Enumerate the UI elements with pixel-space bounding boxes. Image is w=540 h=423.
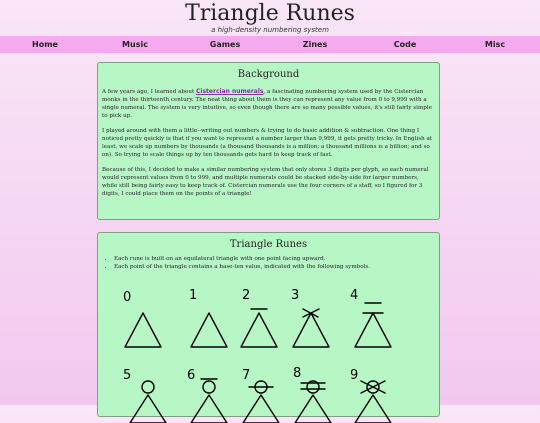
rune-0 [125, 313, 161, 347]
background-paragraph-3: Because of this, I decided to make a similar numbering system that only stores 3 digits per glyph, so each numeral would represent values from 0 to 999, and multiple numerals could be stacked side-by-side for larger numbers, while still being fairly easy to keep track of. Cistercian numerals use the four corners of a staff, so I figured for 3 digits, I could place them on the points of a triangle! [102, 167, 429, 197]
nav-games[interactable]: Games [209, 40, 241, 49]
nav-music[interactable]: Music [122, 40, 148, 49]
rune-9 [355, 381, 391, 423]
background-card [97, 62, 440, 220]
site-subtitle: a high-density numbering system [211, 26, 329, 34]
digit-label-3: 3 [291, 288, 300, 303]
main-nav [0, 36, 540, 53]
background-paragraph-1 [102, 88, 435, 120]
background-paragraph-2: I played around with them a little--writing out numbers & trying to do basic addition & subtraction. One thing I noticed pretty quickly is that if you want to represent a number larger than 9,999, it gets pretty tricky. In English at least, we scale up numbers by thousands (a thousand thousands is a million; a thousand millions is a billion; and so on). So trying to scale things up by ten thousands gets hard to keep track of fast. [102, 128, 433, 158]
rune-4 [355, 303, 391, 347]
nav-zines[interactable]: Zines [302, 40, 328, 49]
rune-1 [191, 313, 227, 347]
rune-6 [191, 379, 227, 423]
digit-label-6: 6 [187, 368, 196, 383]
rune-7 [243, 381, 279, 423]
digit-label-2: 2 [242, 288, 251, 303]
triangle-runes-card [97, 232, 440, 417]
rune-symbols-illustration [113, 283, 433, 423]
cistercian-numerals-link[interactable]: Cistercian numerals [196, 88, 264, 95]
rune-rules-list [102, 256, 435, 271]
site-title: Triangle Runes [185, 1, 355, 26]
nav-code[interactable]: Code [393, 40, 417, 49]
rule-item: • Each point of the triangle contains a base-ten value, indicated with the following symbols. [114, 264, 435, 272]
rune-8 [295, 381, 331, 423]
rune-3 [293, 309, 329, 347]
triangle-runes-heading: Triangle Runes [229, 239, 308, 250]
rule-item: • Each rune is built on an equilateral triangle with one point facing upward. [114, 256, 435, 264]
digit-label-0: 0 [123, 290, 132, 305]
p1-text-end: , a fascinating numbering system used by the Cistercian monks in the thirteenth century. The neat thing about them is they can represent any value from 0 to 9,999 with a single numeral. The system is very intuitive, so even though there are so many possible values, it's still fairly simple to pick up. [102, 89, 432, 119]
digit-label-9: 9 [350, 368, 359, 383]
digit-label-5: 5 [123, 368, 132, 383]
digit-label-7: 7 [242, 368, 251, 383]
p1-text-start: A few years ago, I learned about [102, 89, 197, 95]
digit-label-8: 8 [293, 366, 302, 381]
rune-5 [130, 381, 166, 423]
nav-misc[interactable]: Misc [484, 40, 506, 49]
digit-label-1: 1 [189, 288, 198, 303]
background-heading: Background [237, 69, 300, 80]
site-header [0, 0, 540, 36]
digit-label-4: 4 [350, 288, 359, 303]
nav-home[interactable]: Home [32, 40, 58, 49]
rune-2 [241, 309, 277, 347]
